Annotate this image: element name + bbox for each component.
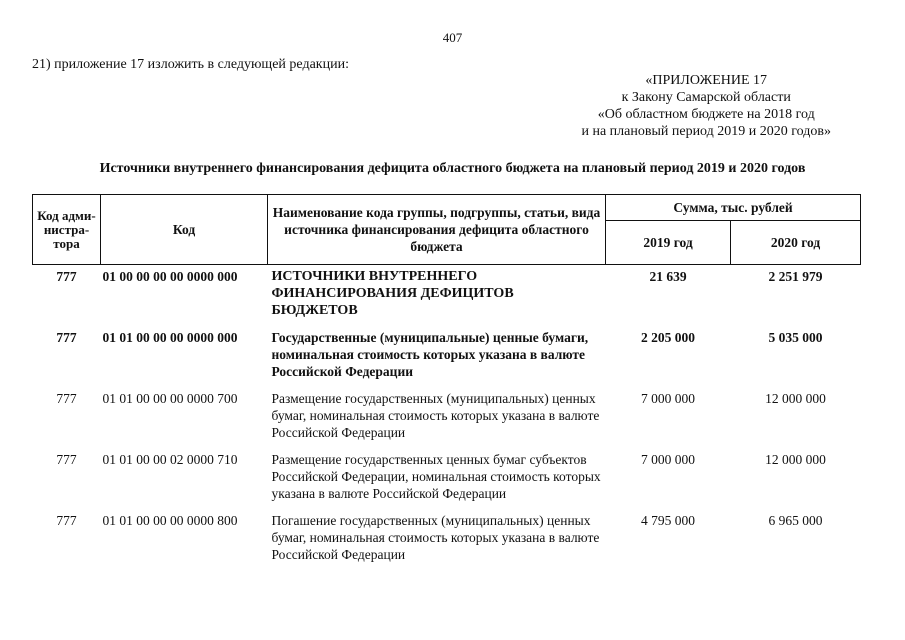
budget-sources-table [32,194,861,572]
table-row [33,389,861,450]
header-admin-code: Код адми-нистра-тора [33,195,101,265]
appendix-line: и на плановый период 2019 и 2020 годов» [581,124,831,139]
amount-2020-cell: 12 000 000 [765,452,826,467]
amount-2019-cell: 21 639 [649,269,687,284]
table-header [33,195,861,265]
header-code: Код [101,195,268,265]
table-row [33,450,861,511]
document-title: Источники внутреннего финансирования дефицита областного бюджета на плановый период 2019 и 2020 годов [99,161,806,176]
admin-code-cell: 777 [56,269,77,284]
amount-2019-cell: 7 000 000 [641,452,695,467]
intro-text: 21) приложение 17 изложить в следующей редакции: [32,57,349,72]
admin-code-cell: 777 [56,452,77,467]
amount-2019-cell: 7 000 000 [641,391,695,406]
appendix-line: «ПРИЛОЖЕНИЕ 17 [645,73,768,88]
code-cell: 01 01 00 00 00 0000 800 [102,513,238,528]
amount-2019-cell: 4 795 000 [641,513,695,528]
table-row [33,511,861,572]
name-cell: Погашение государственных (муниципальных) ценных бумаг, номинальная стоимость которых указана в валюте Российской Федерации [271,513,600,562]
appendix-line: «Об областном бюджете на 2018 год [597,107,815,122]
amount-2020-cell: 2 251 979 [768,269,823,284]
table-row [33,328,861,389]
table-row [33,265,861,329]
amount-2020-cell: 6 965 000 [768,513,823,528]
page-number: 407 [442,30,463,45]
name-cell: Государственные (муниципальные) ценные бумаги, номинальная стоимость которых указана в валюте Российской Федерации [271,330,589,379]
name-cell: Размещение государственных (муниципальных) ценных бумаг, номинальная стоимость которых указана в валюте Российской Федерации [271,391,600,440]
appendix-header [581,72,831,140]
name-cell: ИСТОЧНИКИ ВНУТРЕННЕГО ФИНАНСИРОВАНИЯ ДЕФИЦИТОВ БЮДЖЕТОВ [271,269,514,318]
header-sum: Сумма, тыс. рублей [606,195,861,221]
header-name: Наименование кода группы, подгруппы, статьи, вида источника финансирования дефицита областного бюджета [268,195,606,265]
code-cell: 01 00 00 00 00 0000 000 [102,269,238,284]
code-cell: 01 01 00 00 00 0000 000 [102,330,238,345]
code-cell: 01 01 00 00 02 0000 710 [102,452,238,467]
admin-code-cell: 777 [56,330,77,345]
appendix-line: к Закону Самарской области [621,90,791,105]
code-cell: 01 01 00 00 00 0000 700 [102,391,238,406]
admin-code-cell: 777 [56,513,77,528]
amount-2020-cell: 12 000 000 [765,391,826,406]
header-year-2019: 2019 год [606,221,731,265]
name-cell: Размещение государственных ценных бумаг субъектов Российской Федерации, номинальная стоимость которых указана в валюте Российской Федерации [271,452,601,501]
header-year-2020: 2020 год [731,221,861,265]
amount-2020-cell: 5 035 000 [768,330,823,345]
amount-2019-cell: 2 205 000 [641,330,695,345]
admin-code-cell: 777 [56,391,77,406]
